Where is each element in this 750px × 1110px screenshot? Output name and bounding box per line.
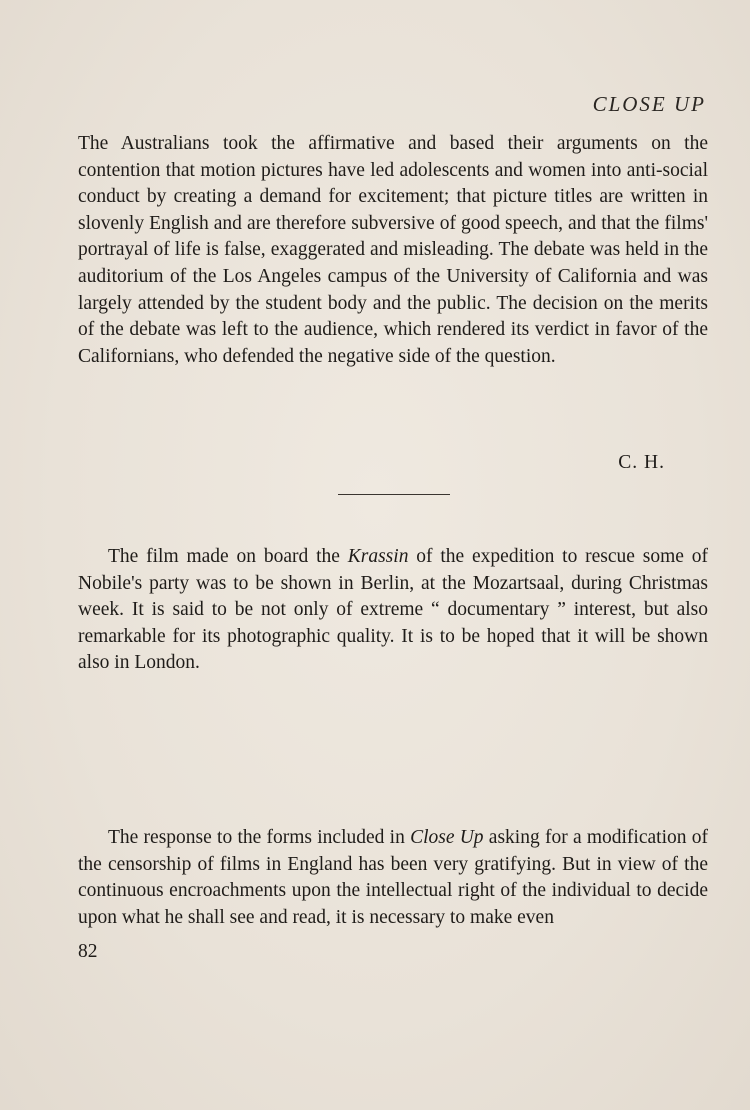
paragraph-debate	[78, 131, 708, 370]
ship-name-krassin: Krassin	[347, 546, 409, 567]
paragraph-censorship-text-start: The response to the forms included in	[108, 827, 411, 848]
paragraph-krassin-film	[78, 544, 708, 677]
page-number: 82	[78, 941, 98, 962]
section-divider	[338, 494, 450, 495]
paragraph-krassin-text-start: The film made on board the	[108, 546, 348, 567]
author-initials: C. H.	[618, 452, 665, 473]
paragraph-debate-text: The Australians took the affirmative and based their arguments on the contention that motion pictures have led adolescents and women into anti-social conduct by creating a demand for excitement; that picture titles are written in slovenly English and are therefore subversive of good speech, and that the films' portrayal of life is false, exaggerated and misleading. The debate was held in the auditorium of the Los Angeles campus of the University of California and was largely attended by the student body and the public. The decision on the merits of the debate was left to the audience, which rendered its verdict in favor of the Californians, who defended the negative side of the question.	[78, 133, 708, 367]
paragraph-censorship	[78, 825, 708, 931]
paragraph-krassin-text-end: of the expedition to rescue some of Nobile's party was to be shown in Berlin, at the Mozartsaal, during Christmas week. It is said to be not only of extreme “ documentary ” interest, but also remarkable for its photographic quality. It is to be hoped that it will be shown also in London.	[78, 546, 709, 674]
running-head: CLOSE UP	[592, 92, 706, 116]
magazine-title: Close Up	[410, 827, 484, 848]
paragraph-censorship-text-end: asking for a modification of the censorship of films in England has been very gratifying. But in view of the continuous encroachments upon the intellectual right of the individual to decide upon what he shall see and read, it is necessary to make even	[78, 827, 708, 928]
